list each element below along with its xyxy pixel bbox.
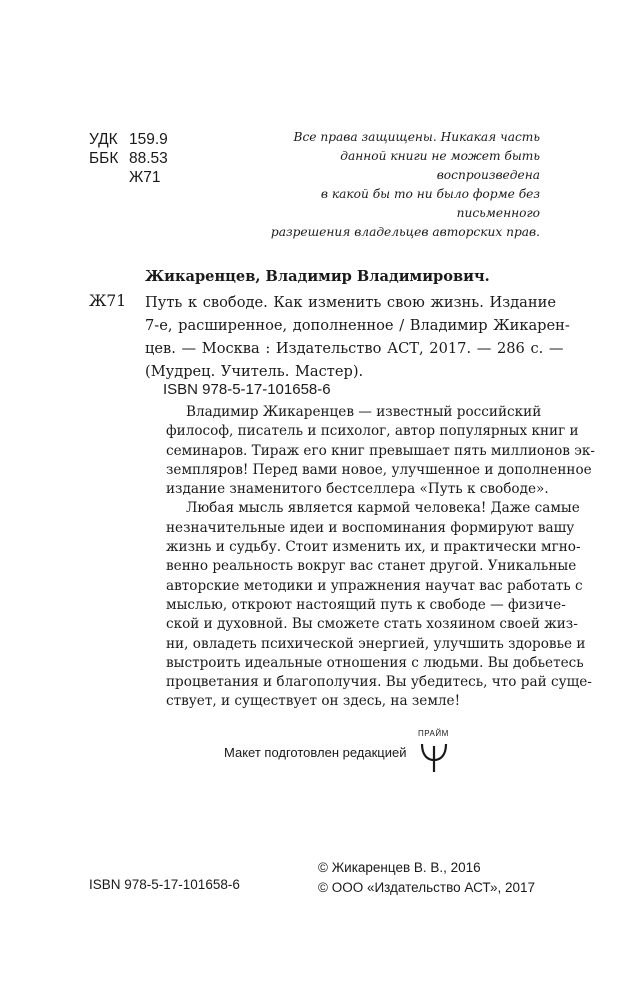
author-heading: Жикаренцев, Владимир Владимирович. [145,268,490,285]
bbk-label: ББК [89,150,119,167]
annotation-line: философ, писатель и психолог, автор популярных книг и [166,423,579,440]
udk-label: УДК [89,131,118,148]
annotation-line: авторские методики и упражнения научат вас работать с [166,577,583,594]
prepared-by: Макет подготовлен редакцией [224,745,407,760]
isbn-main: ISBN 978-5-17-101658-6 [163,381,331,398]
bibliographic-entry [145,291,570,383]
annotation-line: ствует, и существует он здесь, на земле! [166,693,461,710]
bbk-value: 88.53 [129,150,168,167]
annotation-line: Любая мысль является кармой человека! Даже самые [186,500,580,517]
annotation-paragraph-2 [166,499,592,711]
annotation-line: ской и духовной. Вы сможете стать хозяином своей жиз- [166,616,578,633]
prime-logo-icon [412,728,456,774]
rights-notice [252,128,540,242]
annotation-paragraph-1 [166,403,595,499]
annotation-line: земпляров! Перед вами новое, улучшенное и дополненное [166,461,592,478]
annotation-line: издание знаменитого бестселлера «Путь к свободе». [166,481,549,498]
annotation-line: мыслью, откроют настоящий путь к свободе — физиче- [166,596,566,613]
copyrights [318,858,535,898]
annotation-line: ни, овладеть психической энергией, улучшить здоровье и [166,635,586,652]
library-code: Ж71 [89,292,127,310]
annotation-line: незначительные идеи и воспоминания формируют вашу [166,519,575,536]
copyright-author: © Жикаренцев В. В., 2016 [318,860,481,875]
author-mark: Ж71 [129,169,161,186]
annotation-line: венно реальность вокруг вас станет другой. Уникальные [166,558,577,575]
rights-line: разрешения владельцев авторских прав. [270,225,540,239]
entry-line: цев. — Москва : Издательство АСТ, 2017. — 286 с. — [145,340,564,357]
isbn-bottom: ISBN 978-5-17-101658-6 [89,877,240,892]
annotation-line: жизнь и судьбу. Стоит изменить их, и практически мгно- [166,539,581,556]
logo-text: ПРАЙМ [418,729,449,738]
entry-line: 7-е, расширенное, дополненное / Владимир Жикарен- [145,317,570,334]
entry-line: Путь к свободе. Как изменить свою жизнь. Издание [145,294,556,311]
annotation [166,403,595,712]
rights-line: Все права защищены. Никакая часть [293,130,540,144]
rights-line: данной книги не может быть воспроизведена [340,149,540,182]
udk-value: 159.9 [129,131,168,148]
rights-line: в какой бы то ни было форме без письменного [320,187,540,220]
annotation-line: выстроить идеальные отношения с людьми. Вы добьетесь [166,654,584,671]
udk-row [89,131,168,149]
annotation-line: процветания и благополучия. Вы убедитесь, что рай суще- [166,674,592,691]
annotation-line: семинаров. Тираж его книг превышает пять миллионов эк- [166,442,595,459]
copyright-publisher: © ООО «Издательство АСТ», 2017 [318,880,536,895]
bbk-row [89,150,168,168]
annotation-line: Владимир Жикаренцев — известный российский [186,404,542,420]
entry-line: (Мудрец. Учитель. Мастер). [145,363,364,380]
